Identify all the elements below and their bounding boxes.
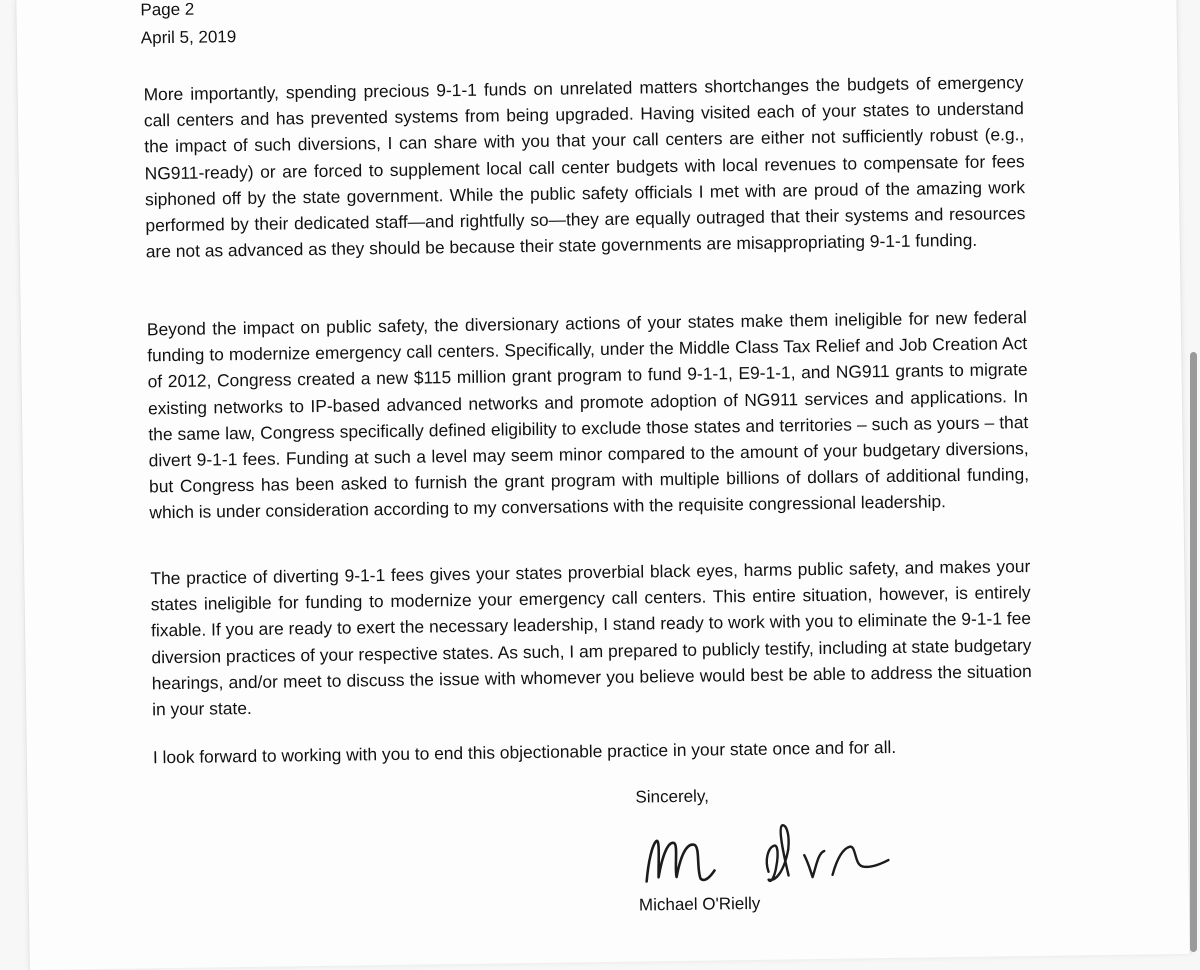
letter-header <box>140 0 236 52</box>
letter-date: April 5, 2019 <box>140 27 237 48</box>
scrollbar-thumb[interactable] <box>1190 352 1197 952</box>
vertical-scrollbar[interactable] <box>1186 0 1200 951</box>
page-label: Page 2 <box>140 0 195 20</box>
body-paragraph: The practice of diverting 9-1-1 fees gives your states proverbial black eyes, harms public safety, and makes your states ineligible for funding to modernize your emergency call centers. This entire situation, however, is entirely fixable. If you are ready to exert the necessary leadership, I stand ready to work with you to eliminate the 9-1-1 fee diversion practices of your respective states. As such, I am prepared to publicly testify, including at state budgetary hearings, and/or meet to discuss the issue with whomever you believe would best be able to address the situation in your state. <box>150 556 1032 720</box>
letter-page <box>15 0 1190 970</box>
body-paragraph: More importantly, spending precious 9-1-1 funds on unrelated matters shortchanges the budgets of emergency call centers and has prevented systems from being upgraded. Having visited each of your states to understand the impact of such diversions, I can share with you that your call centers are either not sufficiently robust (e.g., NG911-ready) or are forced to supplement local call center budgets with local revenues to compensate for fees siphoned off by the state government. While the public safety officials I met with are proud of the amazing work performed by their dedicated staff—and rightfully so—they are equally outraged that their systems and resources are not as advanced as they should be because their state governments are misappropriating 9-1-1 funding. <box>143 72 1026 262</box>
signer-name: Michael O'Rielly <box>638 893 761 915</box>
complimentary-close: Sincerely, <box>635 786 709 807</box>
body-paragraph: Beyond the impact on public safety, the diversionary actions of your states make them ineligible for new federal funding to modernize emergency call centers. Specifically, under the Middle Class Tax Relief and Job Creation Act of 2012, Congress created a new $115 million grant program to fund 9-1-1, E9-1-1, and NG911 grants to migrate existing networks to IP-based advanced networks and promote adoption of NG911 services and applications. In the same law, Congress specifically defined eligibility to exclude those states and territories – such as yours – that divert 9-1-1 fees. Funding at such a level may seem minor compared to the amount of your budgetary diversions, but Congress has been asked to furnish the grant program with multiple billions of dollars of additional funding, which is under consideration according to my conversations with the requisite congressional leadership. <box>146 307 1030 523</box>
handwritten-signature <box>618 808 899 892</box>
closing-paragraph: I look forward to working with you to end this objectionable practice in your state once and for all. <box>152 736 897 768</box>
